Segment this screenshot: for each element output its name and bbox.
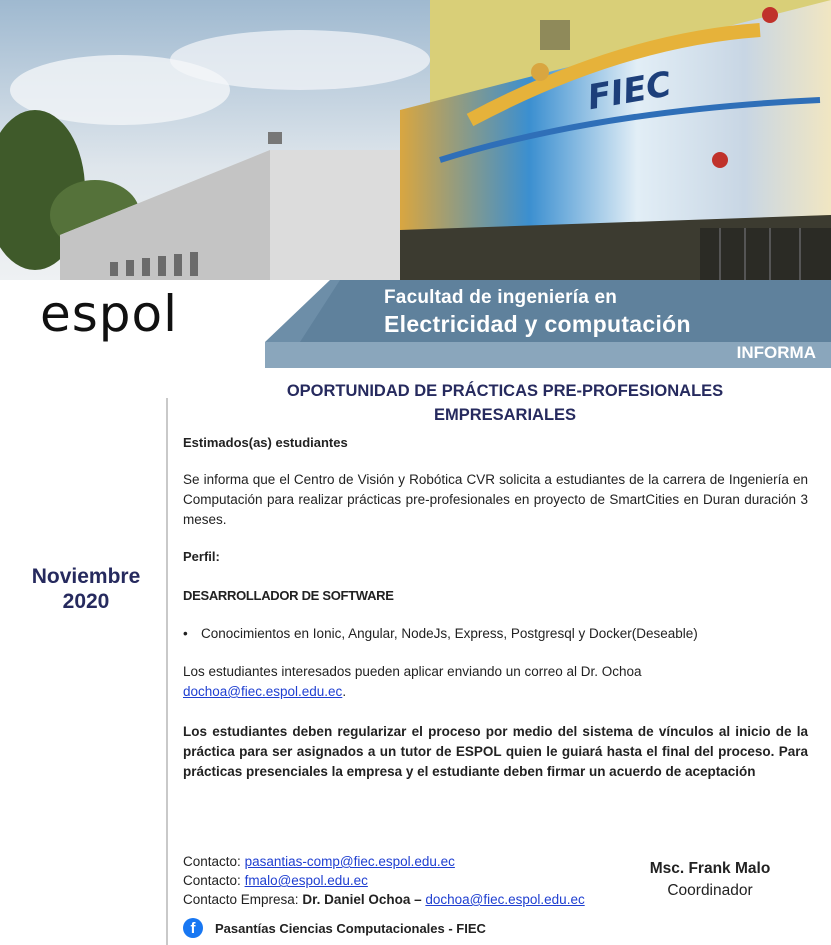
informa-badge: INFORMA (736, 343, 816, 362)
profile-label: Perfil: (183, 549, 220, 564)
contact-email-link[interactable]: fmalo@espol.edu.ec (244, 873, 368, 888)
company-contact-name: Dr. Daniel Ochoa – (302, 892, 422, 907)
building-sign: FIEC (584, 64, 675, 119)
contact-label: Contacto: (183, 873, 241, 888)
apply-email-link[interactable]: dochoa@fiec.espol.edu.ec (183, 684, 343, 699)
closing-note: Los estudiantes deben regularizar el proceso por medio del sistema de vínculos al inicio de la práctica para ser asignados a un tutor de ESPOL quien le guiará hasta el final del proceso. Para prácticas presenciales la empresa y el estudiante deben firmar un acuerdo de aceptación (183, 724, 808, 779)
apply-end: . (342, 684, 347, 699)
coordinator-role: Coordinador (667, 882, 753, 899)
bullet-icon: • (183, 626, 188, 641)
date-year: 2020 (62, 590, 110, 613)
notice-date (12, 564, 160, 614)
greeting: Estimados(as) estudiantes (183, 435, 348, 450)
contact-email-link[interactable]: pasantias-comp@fiec.espol.edu.ec (244, 854, 455, 869)
notice-title-line1: OPORTUNIDAD DE PRÁCTICAS PRE-PROFESIONALES (286, 382, 724, 400)
coordinator-signature (630, 858, 790, 902)
contact-label: Contacto: (183, 854, 241, 869)
contact-email-link[interactable]: dochoa@fiec.espol.edu.ec (425, 892, 585, 907)
contact-label: Contacto Empresa: (183, 892, 299, 907)
facebook-group-label: Pasantías Ciencias Computacionales - FIEC (215, 920, 486, 936)
vertical-divider (166, 398, 168, 945)
contacts-block (183, 852, 585, 909)
faculty-name-line2: Electricidad y computación (384, 311, 691, 337)
skills-text: Conocimientos en Ionic, Angular, NodeJs, Express, Postgresql y Docker(Deseable) (201, 626, 698, 641)
notice-title (230, 379, 780, 427)
apply-instructions (183, 662, 808, 702)
date-month: Noviembre (31, 565, 141, 588)
faculty-name-line1: Facultad de ingeniería en (384, 287, 618, 308)
contact-row (183, 890, 585, 909)
contact-row (183, 871, 585, 890)
contact-row (183, 852, 585, 871)
skills-list-item (183, 624, 808, 644)
building-illustration (0, 0, 831, 280)
apply-text: Los estudiantes interesados pueden aplicar enviando un correo al Dr. Ochoa (183, 664, 642, 679)
role-title: DESARROLLADOR DE SOFTWARE (183, 588, 394, 603)
espol-logo: espol (40, 285, 179, 343)
facebook-group[interactable] (183, 918, 486, 938)
coordinator-name: Msc. Frank Malo (649, 860, 771, 877)
intro-paragraph: Se informa que el Centro de Visión y Robótica CVR solicita a estudiantes de la carrera de Ingeniería en Computación para realizar prácticas pre-profesionales en proyecto de SmartCities en Duran duración 3 meses. (183, 472, 808, 527)
notice-title-line2: EMPRESARIALES (433, 406, 577, 424)
facebook-icon: f (183, 918, 203, 938)
hero-photo (0, 0, 831, 280)
